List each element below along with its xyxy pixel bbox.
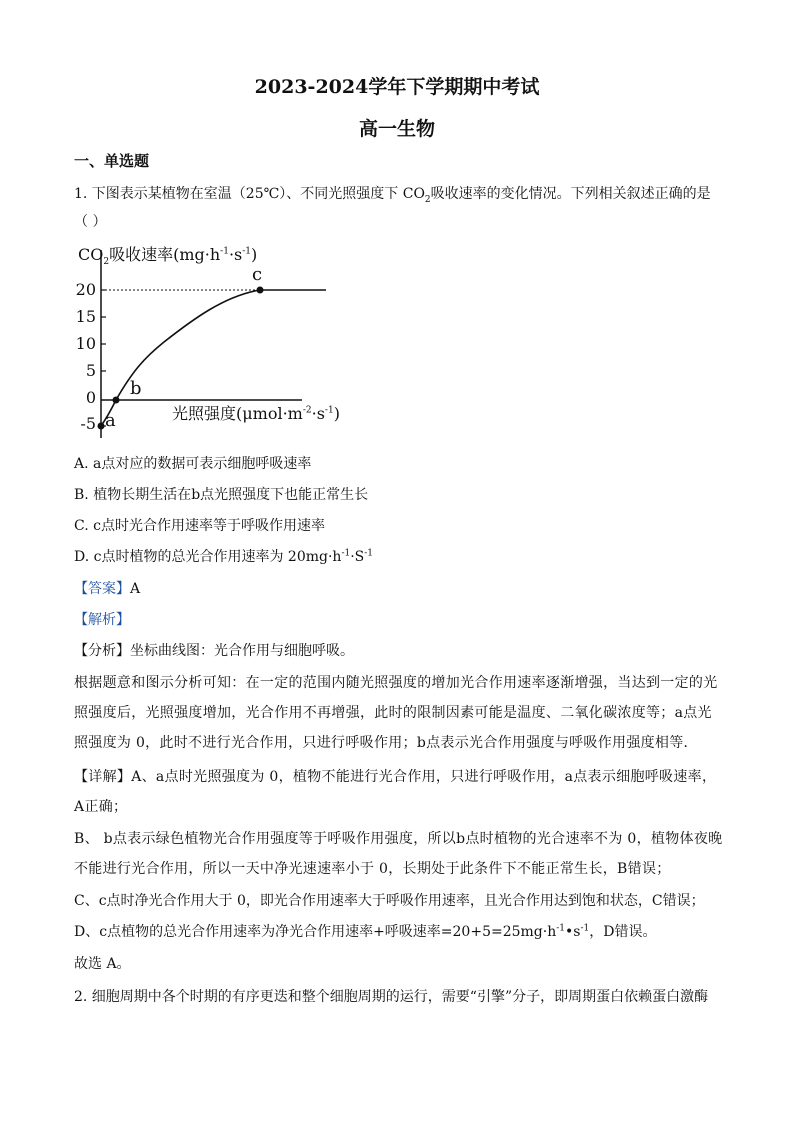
y-tick-label-10: 10 bbox=[75, 334, 96, 353]
point-a-label: a bbox=[105, 410, 116, 431]
fenxi-text: 坐标曲线图：光合作用与细胞呼吸。 bbox=[130, 643, 354, 659]
q1-stem-text: 1. 下图表示某植物在室温（25℃）、不同光照强度下 CO bbox=[74, 186, 425, 202]
detail-c: C、c点时净光合作用大于 0，即光合作用速率大于呼吸作用速率，且光合作用达到饱和状态，C错误； bbox=[74, 893, 705, 909]
section-heading: 一、单选题 bbox=[74, 152, 150, 170]
q1-option-d bbox=[74, 546, 373, 566]
answer-value: A bbox=[130, 581, 141, 597]
detail-d-text-b: •s bbox=[565, 924, 581, 940]
detail-a bbox=[74, 762, 724, 822]
q2-stem: 2. 细胞周期中各个时期的有序更迭和整个细胞周期的运行，需要“引擎”分子，即周期蛋白依赖蛋白激酶 bbox=[74, 989, 709, 1005]
y-title-sup1: -1 bbox=[220, 246, 229, 257]
x-title-b: ·s bbox=[311, 404, 325, 423]
q1-option-b: B. 植物长期生活在b点光照强度下也能正常生长 bbox=[74, 487, 369, 503]
y-tick-label-0: 0 bbox=[85, 388, 96, 407]
analysis-tag: 【解析】 bbox=[74, 612, 130, 628]
y-title-sup2: -1 bbox=[242, 246, 252, 257]
answer-line bbox=[74, 578, 140, 598]
q1-option-a: A. a点对应的数据可表示细胞呼吸速率 bbox=[74, 456, 312, 472]
q1-stem-line1 bbox=[74, 183, 711, 205]
y-title-co: CO bbox=[78, 245, 104, 264]
conclusion: 故选 A。 bbox=[74, 956, 131, 972]
page-title: 2023-2024学年下学期期中考试 bbox=[254, 76, 540, 98]
detail-d-text-c: ，D错误。 bbox=[589, 924, 657, 940]
q1-stem-text-rest: 吸收速率的变化情况。下列相关叙述正确的是 bbox=[430, 186, 711, 202]
y-tick-label-5: 5 bbox=[85, 361, 96, 380]
page-subtitle: 高一生物 bbox=[358, 118, 435, 140]
point-b-label: b bbox=[130, 378, 142, 399]
opt-d-text: D. c点时植物的总光合作用速率为 20mg·h bbox=[74, 549, 342, 565]
y-tick-label-minus5: -5 bbox=[80, 414, 96, 433]
q1-option-c: C. c点时光合作用速率等于呼吸作用速率 bbox=[74, 518, 325, 534]
fenxi-line bbox=[74, 640, 354, 660]
answer-tag: 【答案】 bbox=[74, 581, 130, 597]
detail-d-text: D、c点植物的总光合作用速率为净光合作用速率+呼吸速率=20+5=25mg·h bbox=[74, 924, 557, 940]
x-axis-title bbox=[172, 401, 340, 424]
detail-b: B、 b点表示绿色植物光合作用强度等于呼吸作用强度，所以b点时植物的光合速率不为 0，植物体夜晚不能进行光合作用，所以一天中净光速速率小于 0，长期处于此条件下不能正常生长，B错误； bbox=[74, 831, 723, 877]
y-title-c: ·s bbox=[228, 245, 243, 264]
detail-d-sup2: -1 bbox=[580, 923, 590, 934]
y-title-b: 吸收速率(mg·h bbox=[109, 245, 221, 264]
detail-a-text: A、a点时光照强度为 0，植物不能进行光合作用，只进行呼吸作用，a点表示细胞呼吸速率，A正确； bbox=[74, 769, 717, 815]
y-tick-label-15: 15 bbox=[75, 307, 96, 326]
opt-d-text-b: ·S bbox=[350, 549, 365, 565]
fenxi-tag: 【分析】 bbox=[74, 643, 130, 659]
q1-stem-line2: （ ） bbox=[74, 214, 107, 230]
point-b-marker bbox=[113, 397, 120, 404]
analysis-paragraph: 根据题意和图示分析可知：在一定的范围内随光照强度的增加光合作用速率逐渐增强，当达到一定的光照强度后，光照强度增加，光合作用不再增强，此时的限制因素可能是温度、二氧化碳浓度等；a点光照强度为 0，此时不进行光合作用，只进行呼吸作用；b点表示光合作用强度与呼吸作用强度相等． bbox=[74, 675, 718, 751]
opt-d-sup1: -1 bbox=[341, 548, 351, 559]
x-title-sup1: -2 bbox=[302, 405, 312, 416]
y-axis-title bbox=[78, 242, 257, 267]
y-title-sub: 2 bbox=[103, 257, 110, 268]
q1-figure bbox=[74, 238, 364, 443]
point-c-marker bbox=[257, 287, 264, 294]
detail-d-sup1: -1 bbox=[556, 923, 566, 934]
q1-stem-sub: 2 bbox=[424, 194, 431, 205]
opt-d-sup2: -1 bbox=[364, 548, 374, 559]
x-title-a: 光照强度(μmol·m bbox=[172, 404, 303, 423]
y-tick-label-20: 20 bbox=[75, 280, 96, 299]
point-a-marker bbox=[98, 423, 105, 430]
y-title-d: ) bbox=[251, 245, 258, 264]
detail-tag: 【详解】 bbox=[74, 769, 132, 785]
detail-d bbox=[74, 921, 656, 941]
x-title-sup2: -1 bbox=[324, 405, 334, 416]
x-title-c: ) bbox=[333, 404, 340, 423]
point-c-label: c bbox=[252, 264, 263, 285]
